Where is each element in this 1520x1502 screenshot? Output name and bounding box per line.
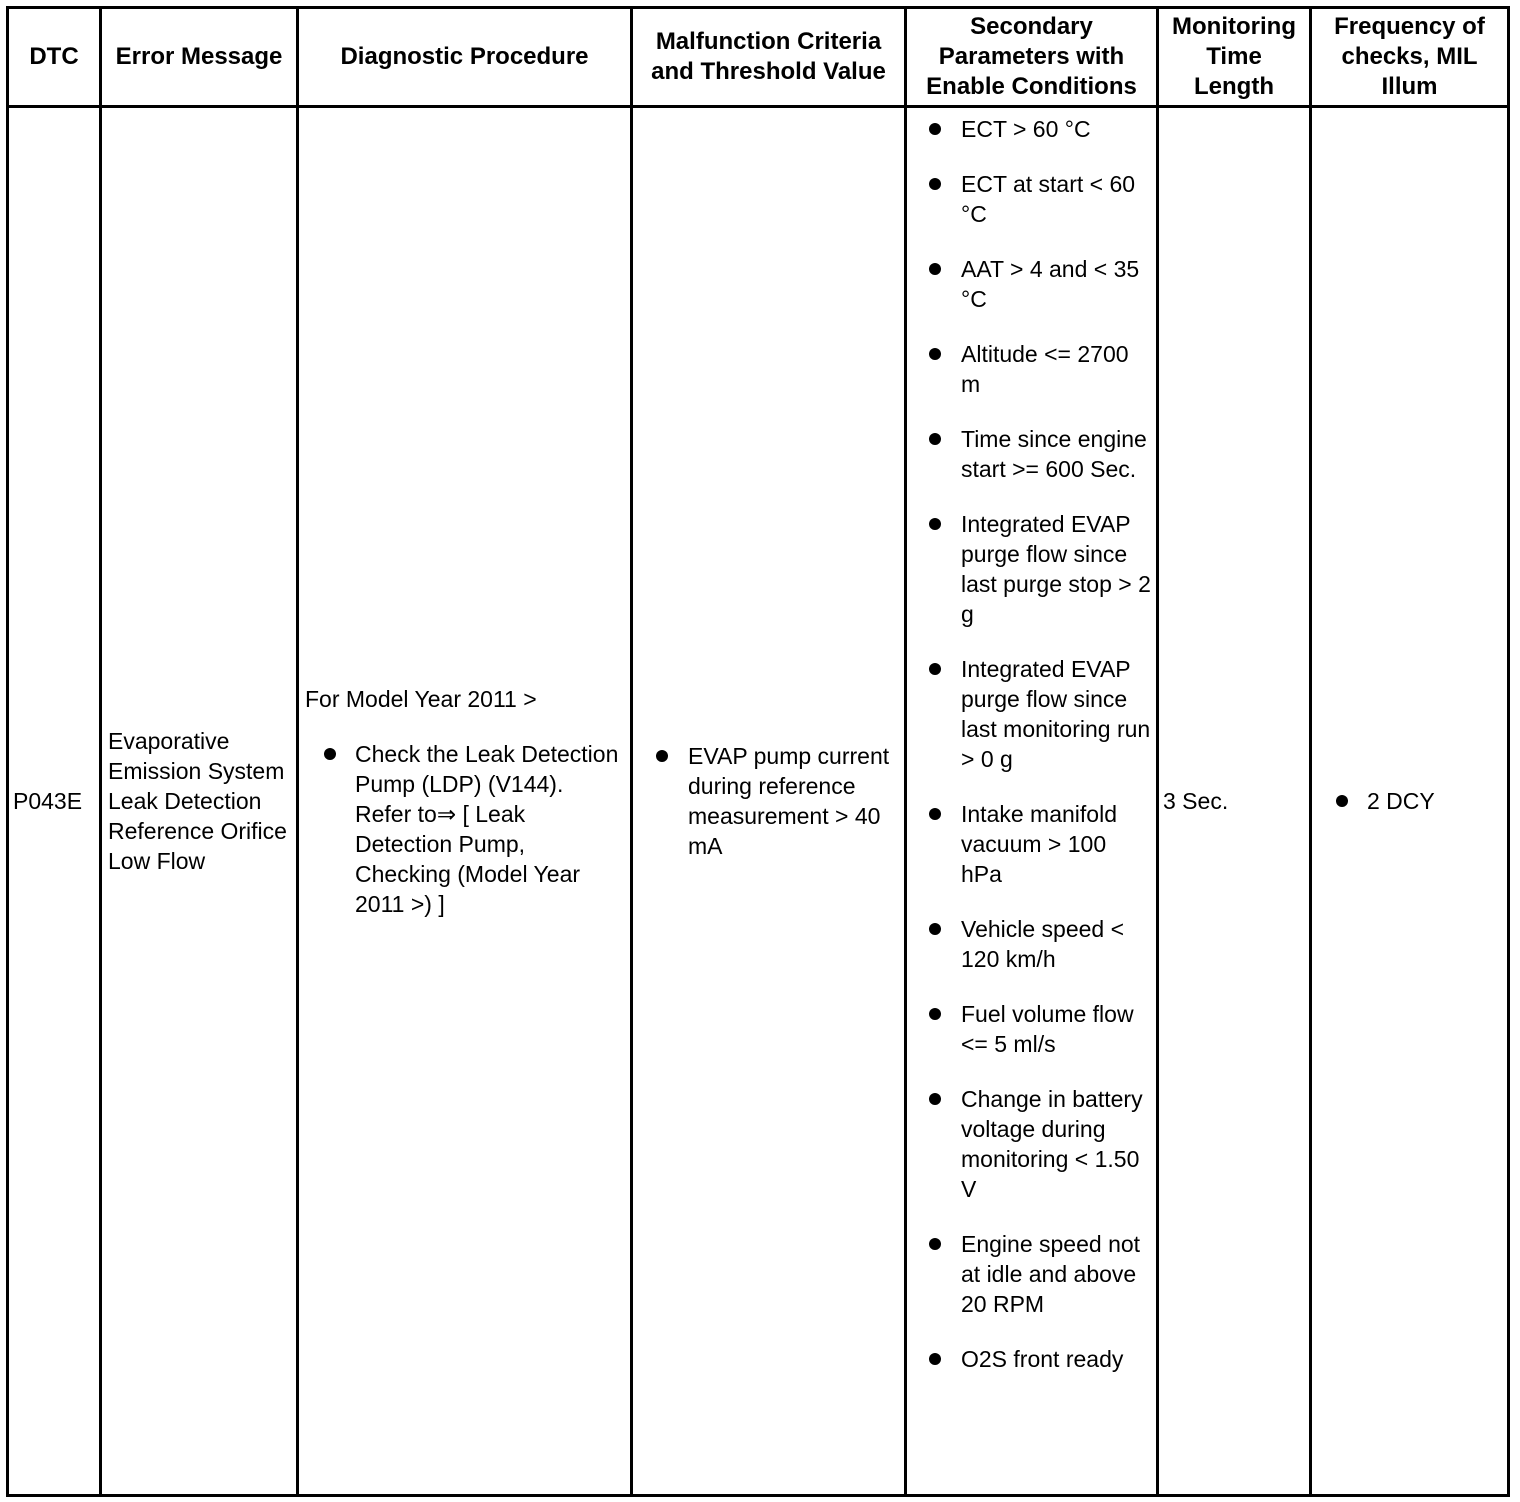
bullet-icon: [929, 1353, 941, 1365]
header-frequency: Frequency of checks, MIL Illum: [1311, 8, 1509, 107]
diagnostic-heading: For Model Year 2011 >: [305, 685, 537, 712]
list-item-text: Altitude <= 2700 m: [961, 341, 1129, 397]
list-item-text: Integrated EVAP purge flow since last purge stop > 2 g: [961, 511, 1151, 627]
bullet-icon: [929, 808, 941, 820]
list-item-text: Engine speed not at idle and above 20 RPM: [961, 1231, 1141, 1317]
list-item-text: EVAP pump current during reference measurement > 40 mA: [688, 743, 890, 859]
list-item: [1312, 786, 1507, 816]
bullet-icon: [656, 750, 668, 762]
bullet-icon: [929, 1238, 941, 1250]
list-item: [907, 799, 1152, 889]
header-dtc: DTC: [8, 8, 101, 107]
frequency-list: [1312, 786, 1507, 816]
secondary-list: [907, 114, 1152, 1374]
list-item-text: AAT > 4 and < 35 °C: [961, 256, 1140, 312]
list-item-text: 2 DCY: [1367, 788, 1435, 814]
bullet-icon: [929, 433, 941, 445]
header-diagnostic-procedure: Diagnostic Procedure: [298, 8, 632, 107]
list-item-text: Integrated EVAP purge flow since last monitoring run > 0 g: [961, 656, 1151, 772]
bullet-icon: [929, 263, 941, 275]
list-item: [907, 424, 1152, 484]
list-item: [907, 339, 1152, 399]
bullet-icon: [929, 518, 941, 530]
list-item-text: ECT at start < 60 °C: [961, 171, 1136, 227]
bullet-icon: [929, 178, 941, 190]
cell-error-message: Evaporative Emission System Leak Detection Reference Orifice Low Flow: [101, 107, 298, 1496]
dtc-table: [6, 6, 1510, 1497]
header-row: [8, 8, 1509, 107]
bullet-icon: [929, 348, 941, 360]
cell-diagnostic-procedure: [298, 107, 632, 1496]
list-item: [907, 169, 1152, 229]
header-malfunction-criteria: Malfunction Criteria and Threshold Value: [632, 8, 906, 107]
table-row: [8, 107, 1509, 1496]
header-monitoring-time: Monitoring Time Length: [1158, 8, 1311, 107]
header-secondary-parameters: Secondary Parameters with Enable Conditions: [906, 8, 1158, 107]
list-item: [907, 114, 1152, 144]
bullet-icon: [1336, 795, 1348, 807]
cell-malfunction-criteria: [632, 107, 906, 1496]
bullet-icon: [929, 1008, 941, 1020]
list-item: [907, 509, 1152, 629]
cell-monitoring-time: 3 Sec.: [1158, 107, 1311, 1496]
header-error-message: Error Message: [101, 8, 298, 107]
list-item: [907, 1084, 1152, 1204]
list-item: [907, 999, 1152, 1059]
list-item-text: Fuel volume flow <= 5 ml/s: [961, 1001, 1134, 1057]
list-item: [907, 254, 1152, 314]
list-item-text: O2S front ready: [961, 1346, 1124, 1372]
bullet-icon: [929, 123, 941, 135]
bullet-icon: [324, 748, 336, 760]
list-item: [305, 739, 624, 919]
list-item-text: Vehicle speed < 120 km/h: [961, 916, 1125, 972]
cell-dtc: P043E: [8, 107, 101, 1496]
list-item-text: Check the Leak Detection Pump (LDP) (V144). Refer to⇒ [ Leak Detection Pump, Checking (Model Year 2011 >) ]: [355, 740, 619, 917]
list-item: [633, 741, 900, 861]
cell-secondary-parameters: [906, 107, 1158, 1496]
diagnostic-list: [305, 739, 624, 919]
bullet-icon: [929, 1093, 941, 1105]
list-item-text: Time since engine start >= 600 Sec.: [961, 426, 1147, 482]
cell-frequency: [1311, 107, 1509, 1496]
bullet-icon: [929, 923, 941, 935]
malfunction-list: [633, 741, 900, 861]
list-item-text: Intake manifold vacuum > 100 hPa: [961, 801, 1117, 887]
list-item: [907, 1229, 1152, 1319]
list-item: [907, 654, 1152, 774]
bullet-icon: [929, 663, 941, 675]
list-item: [907, 1344, 1152, 1374]
list-item: [907, 914, 1152, 974]
list-item-text: Change in battery voltage during monitoring < 1.50 V: [961, 1086, 1143, 1202]
list-item-text: ECT > 60 °C: [961, 116, 1091, 142]
